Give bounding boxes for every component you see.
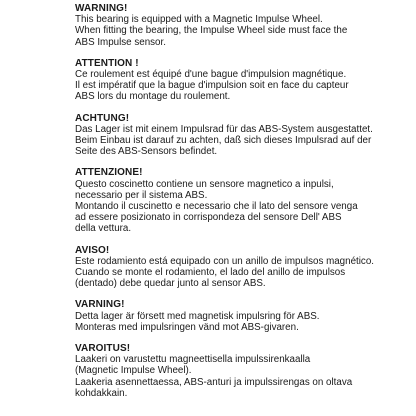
warning-section <box>75 113 413 158</box>
section-text-line: ad essere posizionato in corrispondeza del sensore Dell' ABS <box>75 212 342 224</box>
section-text-line: ABS Impulse sensor. <box>75 36 166 48</box>
section-heading: VARNING! <box>75 299 125 311</box>
section-text-line: (dentado) debe quedar junto al sensor ABS. <box>75 278 266 290</box>
section-text-line: Seite des ABS-Sensors befindet. <box>75 146 218 158</box>
section-text-line: kohdakkain. <box>75 387 128 399</box>
warning-section <box>75 299 413 333</box>
warning-section <box>75 245 413 290</box>
section-text-line: Beim Einbau ist darauf zu achten, daß sich dieses Impulsrad auf der <box>75 135 372 147</box>
section-heading: VAROITUS! <box>75 343 131 355</box>
section-text-line: Monteras med impulsringen vänd mot ABS-givaren. <box>75 321 299 333</box>
section-heading: AVISO! <box>75 244 110 256</box>
warning-document <box>75 3 413 409</box>
warning-section <box>75 343 413 399</box>
section-text-line: Laakeria asennettaessa, ABS-anturi ja impulssirengas on oltava <box>75 376 353 388</box>
section-text-line: Detta lager är försett med magnetisk impulsring för ABS. <box>75 310 320 322</box>
section-text-line: ABS lors du montage du roulement. <box>75 91 231 103</box>
warning-section <box>75 167 413 234</box>
section-heading: WARNING! <box>75 3 128 14</box>
section-heading: ACHTUNG! <box>75 112 130 124</box>
section-heading: ATTENZIONE! <box>75 167 143 179</box>
section-text-line: (Magnetic Impulse Wheel). <box>75 365 192 377</box>
section-text-line: Il est impératif que la bague d'impulsion soit en face du capteur <box>75 80 349 92</box>
section-text-line: della vettura. <box>75 223 132 235</box>
section-text-line: This bearing is equipped with a Magnetic Impulse Wheel. <box>75 14 323 26</box>
section-text-line: Este rodamiento está equipado con un anillo de impulsos magnético. <box>75 255 374 267</box>
section-text-line: Montando il cuscinetto e necessario che il lato del sensore venga <box>75 201 358 213</box>
warning-section <box>75 58 413 103</box>
section-text-line: Ce roulement est équipé d'une bague d'impulsion magnétique. <box>75 69 347 81</box>
section-text-line: Questo coscinetto contiene un sensore magnetico a inpulsi, <box>75 178 334 190</box>
section-text-line: Laakeri on varustettu magneettisella impulssirenkaalla <box>75 354 311 366</box>
section-text-line: necessario per il sistema ABS. <box>75 189 208 201</box>
section-text-line: Cuando se monte el rodamiento, el lado del anillo de impulsos <box>75 267 346 279</box>
warning-section <box>75 3 413 48</box>
section-text-line: Das Lager ist mit einem Impulsrad für das ABS-System ausgestattet. <box>75 123 373 135</box>
section-heading: ATTENTION ! <box>75 57 139 69</box>
section-text-line: When fitting the bearing, the Impulse Wheel side must face the <box>75 25 348 37</box>
